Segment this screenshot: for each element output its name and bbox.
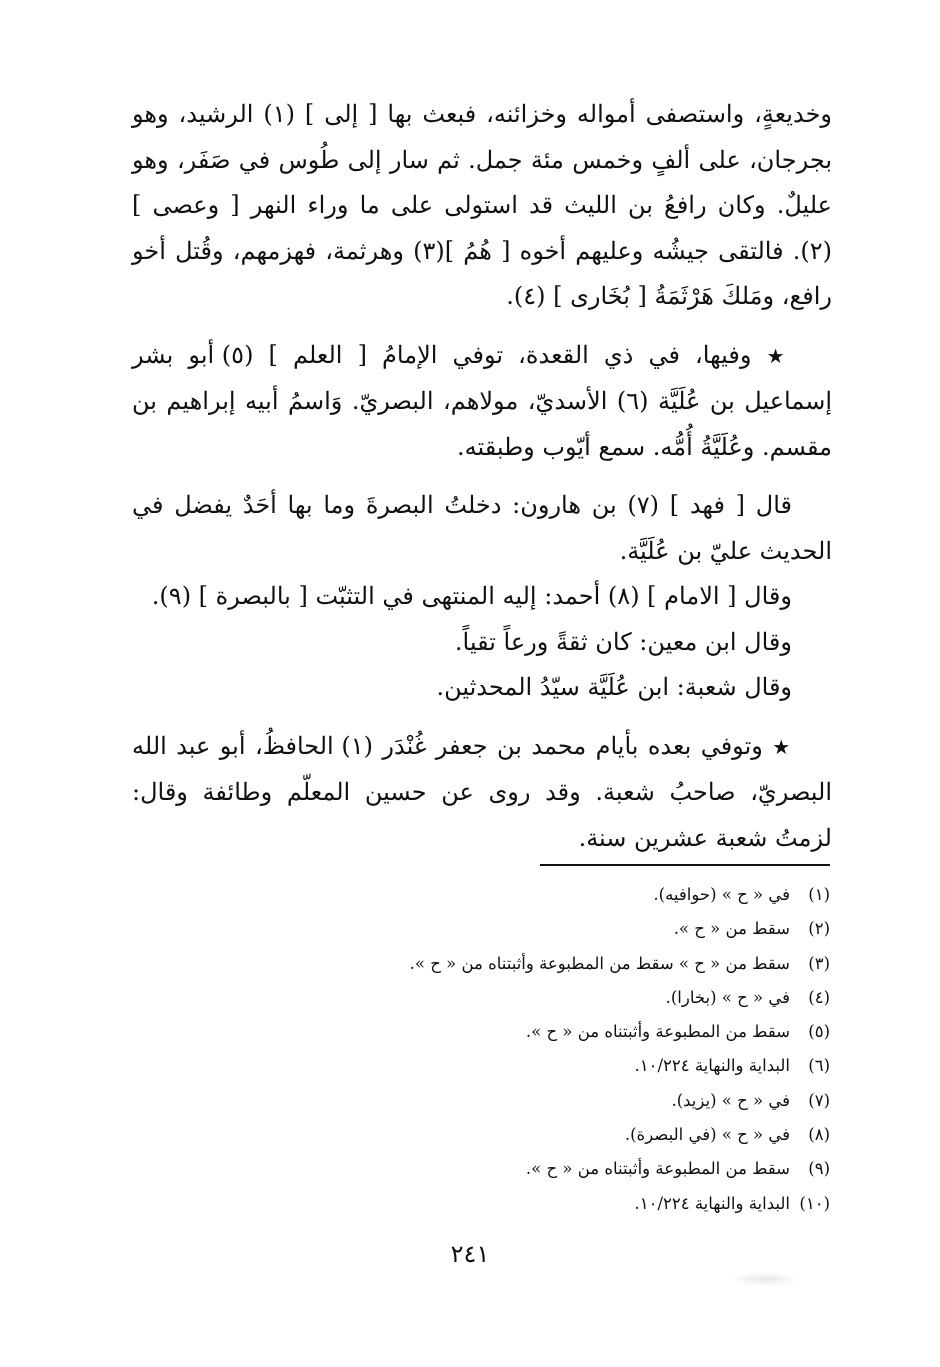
footnote <box>300 1049 830 1083</box>
paragraph-ghundar-text: وتوفي بعده بأيام محمد بن جعفر غُنْدَر (١) الحافظُ، أبو عبد الله البصريّ، صاحبُ شعبة. وقد روى عن حسين المعلّم وطائفة وقال: لزمتُ شعبة عشرين سنة. <box>132 731 832 852</box>
footnote-text: في « ح » (يزيد). <box>671 1090 790 1110</box>
footnote-text: سقط من « ح » سقط من المطبوعة وأثبتناه من « ح ». <box>409 953 790 973</box>
footnote-text: سقط من المطبوعة وأثبتناه من « ح ». <box>525 1159 790 1179</box>
footnote-number: (٨) <box>808 1125 830 1145</box>
footnote-number: (٩) <box>808 1159 830 1179</box>
footnote-text: البداية والنهاية ١٠/٢٢٤. <box>634 1193 790 1213</box>
star-marker: ★ <box>772 734 792 759</box>
footnote-number: (٣) <box>808 953 830 973</box>
footnote <box>300 912 830 946</box>
star-marker: ★ <box>766 343 792 368</box>
quote-shuba: وقال شعبة: ابن عُلَيَّة سيّدُ المحدثين. <box>436 673 792 701</box>
footnote <box>300 1118 830 1152</box>
quote-ahmad: وقال [ الامام ] (٨) أحمد: إليه المنتهى في التثبّت [ بالبصرة ] (٩). <box>151 582 792 610</box>
footnote <box>300 947 830 981</box>
quote-ibn-main: وقال ابن معين: كان ثقةً ورعاً تقياً. <box>454 627 792 656</box>
footnote <box>300 1187 830 1221</box>
footnote-number: (١٠) <box>799 1193 830 1213</box>
paragraph-ghundar <box>132 724 832 862</box>
footnote-number: (٢) <box>808 919 830 939</box>
footnote-number: (١) <box>808 885 830 904</box>
scan-smudge <box>730 1272 800 1286</box>
footnote-text: سقط من المطبوعة وأثبتناه من « ح ». <box>525 1022 790 1042</box>
footnote <box>300 1015 830 1049</box>
paragraph-harthama: وخديعةٍ، واستصفى أمواله وخزائنه، فبعث بها [ إلى ] (١) الرشيد، وهو بجرجان، على ألفٍ وخمس مئة جمل. ثم سار إلى طُوس في صَفَر، وهو عليلٌ. وكان رافعُ بن الليث قد استولى على ما وراء النهر [ وعصى ] (٢). فالتقى جيشُه وعليهم أخوه [ هُمُ ](٣) وهرثمة، فهزمهم، وقُتل أخو رافع، ومَلكَ هَرْثَمَةُ [ بُخَارى ] (٤). <box>132 100 833 310</box>
paragraph-ibn-ulayya <box>132 333 832 471</box>
footnote-number: (٥) <box>808 1022 830 1042</box>
footnote-number: (٤) <box>808 987 830 1007</box>
footnote-separator <box>540 864 830 866</box>
footnote-text: في « ح » (بخارا). <box>665 987 790 1007</box>
footnote-text: سقط من « ح ». <box>673 919 790 939</box>
footnote-number: (٧) <box>808 1090 830 1110</box>
footnote <box>300 981 830 1015</box>
footnotes <box>300 878 830 1221</box>
footnote-text: في « ح » (في البصرة). <box>624 1125 790 1145</box>
quote-fahd: قال [ فهد ] (٧) بن هارون: دخلتُ البصرةَ وما بها أحَدٌ يفضل في الحديث عليّ بن عُلَيَّة. <box>132 491 832 565</box>
main-text <box>132 92 832 861</box>
footnote <box>300 878 830 912</box>
footnote-text: في « ح » (حوافيه). <box>653 885 790 904</box>
paragraph-ibn-ulayya-text: وفيها، في ذي القعدة، توفي الإمامُ [ العلم ] (٥) أبو بشر إسماعيل بن عُلَيَّة (٦) الأسديّ، مولاهم، البصريّ. وَاسمُ أبيه إبراهيم بن مقسم. وعُلَيَّةُ أُمُّه. سمع أيّوب وطبقته. <box>132 340 832 461</box>
footnote-text: البداية والنهاية ١٠/٢٢٤. <box>634 1056 790 1076</box>
page-number: ٢٤١ <box>450 1240 490 1268</box>
footnote <box>300 1084 830 1118</box>
footnote-number: (٦) <box>808 1056 830 1076</box>
footnote <box>300 1152 830 1186</box>
